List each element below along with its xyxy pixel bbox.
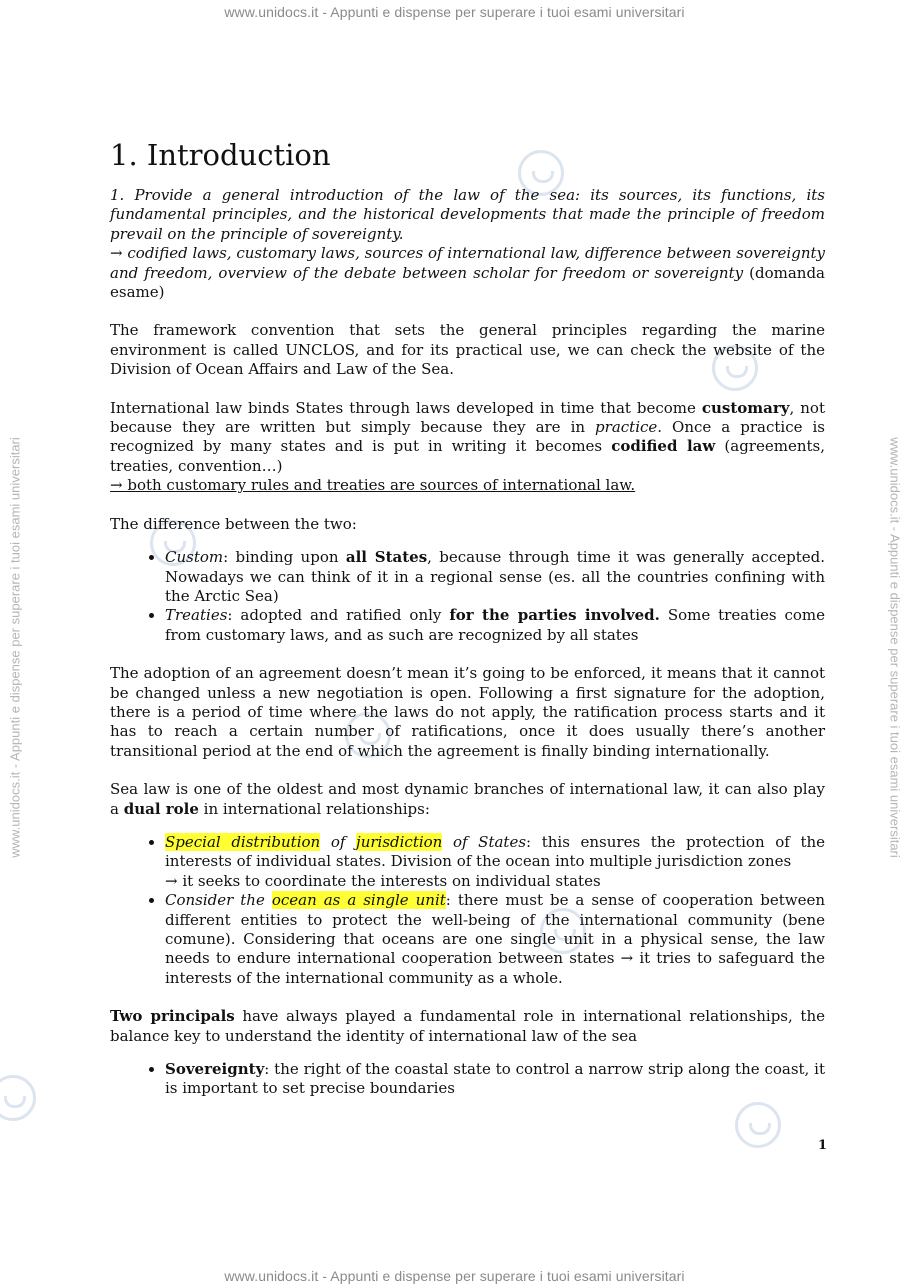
watermark-side-left: www.unidocs.it - Appunti e dispense per superare i tuoi esami universitari [7,437,23,858]
bold-dual-role: dual role [123,799,199,818]
text-run: Sea law is one of the oldest and most dynamic branches of international law, it can also play a [110,780,825,818]
paragraph-unclos: The framework convention that sets the general principles regarding the marine environment is called UNCLOS, and for its practical use, we can check the website of the Division of Ocean Affairs and Law of the Sea. [110,321,825,379]
text-run: Some treaties come from customary laws, and as such are recognized by all states [165,606,826,644]
watermark-top: www.unidocs.it - Appunti e dispense per superare i tuoi esami universitari [224,4,685,20]
bold-sovereignty: Sovereignty [165,1060,265,1079]
list-item [165,1060,825,1099]
text-run: → it seeks to coordinate the interests on individual states [165,871,601,890]
text-run: . Once a practice is recognized by many states and is put in writing it becomes [110,418,825,456]
paragraph-sea-law [110,780,825,819]
text-run: , not because they are written but simply because they are in [110,398,825,437]
text-run: have always played a fundamental role in international relationships, the balance key to understand the identity of international law of the sea [110,1007,825,1045]
text-run: : there must be a sense of cooperation between different entities to protect the well-being of the international community (bene comune). Considering that oceans are one single unit in a physical sense, the law needs to endure international cooperation between states → it tries to safeguard the interests of the international community as a whole. [165,891,825,987]
list-item [165,548,825,606]
answer-note: (domanda esame) [110,263,825,302]
text-run: , because through time it was generally accepted. Nowadays we can think of it in a regional sense (es. all the countries confining with the Arctic Sea) [165,548,825,605]
bold-term: for the parties involved. [449,606,660,625]
paragraph-international-law [110,399,825,496]
italic-text: of [320,832,357,851]
underlined-conclusion: → both customary rules and treaties are sources of international law. [110,476,636,495]
italic-text: Consider the [165,891,272,910]
answer-keywords: → codified laws, customary laws, sources of international law, difference between sovereignty and freedom, overview of the debate between scholar for freedom or sovereignty [110,244,825,282]
exam-question: 1. Provide a general introduction of the law of the sea: its sources, its functions, its fundamental principles, and the historical developments that made the principle of freedom prevail on the principle of sovereignty. [110,186,825,243]
page-number: 1 [818,1138,828,1153]
highlight-jurisdiction: jurisdiction [356,832,443,851]
list-principles [110,1060,825,1099]
list-item [165,891,825,988]
exam-question-answer [110,244,825,302]
italic-term: Custom [165,548,224,567]
text-run: : this ensures the protection of the interests of individual states. Division of the ocean into multiple jurisdiction zones [165,832,826,871]
text-run: : adopted and ratified only [227,606,450,625]
paragraph-difference: The difference between the two: [110,514,357,533]
highlight-single-unit: ocean as a single unit [271,891,446,910]
italic-practice: practice [595,418,658,437]
list-item [165,833,825,891]
bold-term: all States [345,548,428,567]
list-custom-treaties [110,548,825,645]
italic-text: of States [442,832,527,851]
paragraph-two-principals [110,1007,825,1046]
document-body [110,138,825,1118]
watermark-bottom: www.unidocs.it - Appunti e dispense per superare i tuoi esami universitari [224,1268,685,1284]
text-run: (agreements, treaties, convention…) [110,437,825,475]
bold-customary: customary [701,398,790,417]
text-run: International law binds States through laws developed in time that become [110,398,702,417]
watermark-side-right: www.unidocs.it - Appunti e dispense per superare i tuoi esami universitari [887,437,903,858]
text-run: : the right of the coastal state to control a narrow strip along the coast, it is important to set precise boundaries [165,1060,825,1098]
bold-codified-law: codified law [611,437,716,456]
list-dual-role [110,833,825,988]
paragraph-adoption: The adoption of an agreement doesn’t mean it’s going to be enforced, it means that it cannot be changed unless a new negotiation is open. Following a first signature for the adoption, there is a period of time where the laws do not apply, the ratification process starts and it has to reach a certain number of ratifications, once it does usually there’s another transitional period at the end of which the agreement is finally binding internationally. [110,664,825,760]
italic-term: Treaties [165,606,228,625]
list-item [165,606,825,645]
page-title: 1. Introduction [110,138,331,172]
text-run: in international relationships: [198,799,430,818]
text-run: : binding upon [223,548,346,567]
highlight-special-distribution: Special distribution [165,832,321,851]
bold-two-principals: Two principals [110,1007,235,1026]
unidocs-logo-icon [0,1075,36,1121]
